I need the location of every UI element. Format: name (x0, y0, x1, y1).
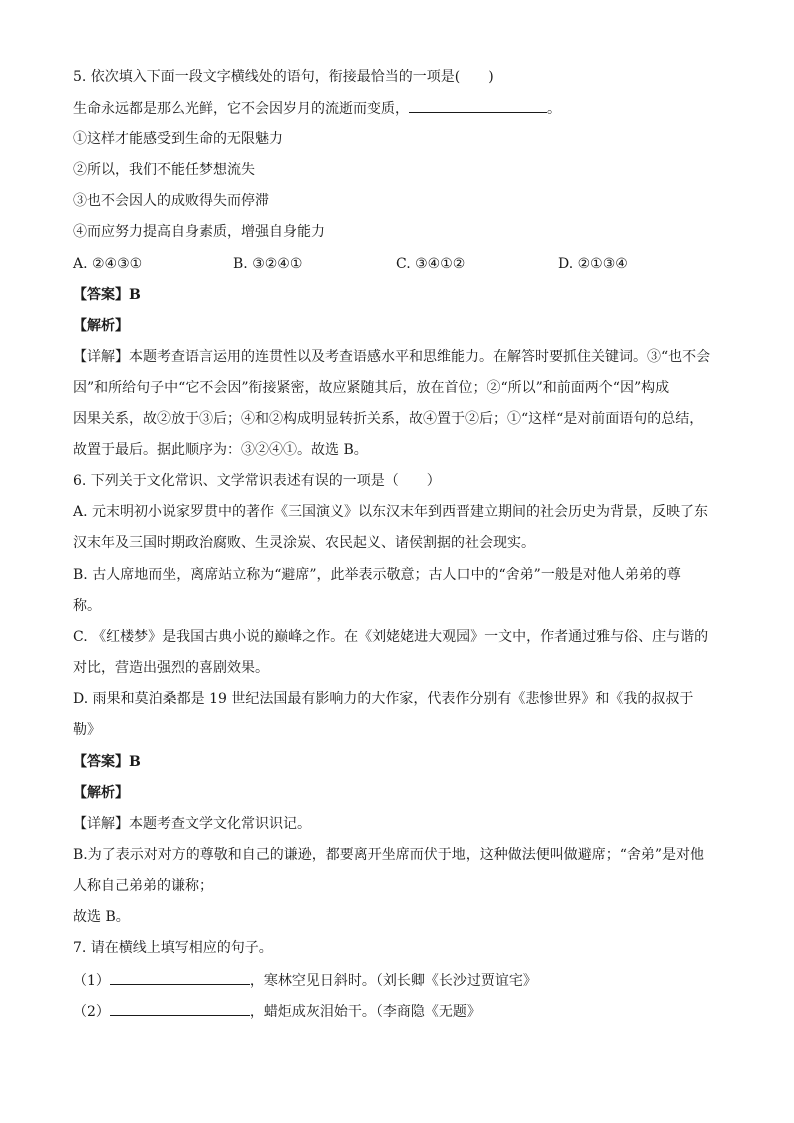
q6-analysis-label: 【解析】 (73, 785, 129, 801)
q6-stem: 6. 下列关于文化常识、文学常识表述有误的一项是（ ） (73, 473, 441, 489)
q7-stem: 7. 请在横线上填写相应的句子。 (73, 940, 273, 956)
q6-detail-line: 故选 B。 (73, 909, 130, 925)
q7-item-text: ，蜡炬成灰泪始干。（李商隐《无题》 (249, 1004, 481, 1020)
q7-item-2 (73, 1001, 481, 1022)
q5-item-1: ①这样才能感受到生命的无限魅力 (73, 131, 283, 147)
q6-option-d-cont[interactable]: 勒》 (73, 722, 101, 738)
q5-item-2: ②所以，我们不能任梦想流失 (73, 162, 255, 178)
q6-detail-line: 人称自己弟弟的谦称； (73, 878, 213, 894)
q5-answer-blank[interactable] (409, 98, 547, 113)
q5-item-4: ④而应努力提高自身素质，增强自身能力 (73, 224, 325, 240)
q5-passage-text: 生命永远都是那么光鲜，它不会因岁月的流逝而变质， (73, 101, 409, 117)
q5-option-b[interactable]: B. ③②④① (233, 256, 303, 272)
q6-detail-line: B.为了表示对对方的尊敬和自己的谦逊，都要离开坐席而伏于地，这种做法便叫做避席；“舍弟”是对他 (73, 847, 705, 863)
q5-detail-line: 故置于最后。据此顺序为：③②④①。故选 B。 (73, 442, 368, 458)
q5-analysis-label: 【解析】 (73, 318, 129, 334)
q5-detail-line: 因”和所给句子中“它不会因”衔接紧密，故应紧随其后，放在首位；②“所以”和前面两个“因”构成 (73, 380, 670, 396)
q5-option-d[interactable]: D. ②①③④ (558, 256, 628, 272)
q7-item-number: （2） (73, 1004, 110, 1020)
q5-detail-line: 【详解】本题考查语言运用的连贯性以及考查语感水平和思维能力。在解答时要抓住关键词。③“也不会 (73, 349, 711, 365)
q6-detail-line: 【详解】本题考查文学文化常识识记。 (73, 816, 311, 832)
q7-item-1 (73, 970, 537, 991)
q5-option-a[interactable]: A. ②④③① (73, 256, 143, 272)
q6-option-a[interactable]: A. 元末明初小说家罗贯中的著作《三国演义》以东汉末年到西晋建立期间的社会历史为背景，反映了东 (73, 504, 709, 520)
q5-detail-line: 因果关系，故②放于③后；④和②构成明显转折关系，故④置于②后；①“这样“是对前面语句的总结， (73, 411, 704, 427)
q6-answer: 【答案】B (73, 754, 141, 770)
q7-item-text: ，寒林空见日斜时。（刘长卿《长沙过贾谊宅》 (249, 973, 537, 989)
q6-option-c[interactable]: C. 《红楼梦》是我国古典小说的巅峰之作。在《刘姥姥进大观园》一文中，作者通过雅与俗、庄与谐的 (73, 629, 709, 645)
q5-stem: 5. 依次填入下面一段文字横线处的语句，衔接最恰当的一项是( ) (73, 69, 494, 85)
q6-option-c-cont[interactable]: 对比，营造出强烈的喜剧效果。 (73, 660, 269, 676)
q7-item-number: （1） (73, 973, 110, 989)
q7-answer-blank[interactable] (110, 1001, 250, 1016)
q5-passage-end: 。 (547, 101, 561, 117)
q5-answer: 【答案】B (73, 287, 141, 303)
q7-answer-blank[interactable] (110, 970, 250, 985)
q5-item-3: ③也不会因人的成败得失而停滞 (73, 193, 269, 209)
q6-option-a-cont[interactable]: 汉末年及三国时期政治腐败、生灵涂炭、农民起义、诸侯割据的社会现实。 (73, 535, 535, 551)
q5-passage (73, 98, 561, 119)
q6-option-b-cont[interactable]: 称。 (73, 598, 101, 614)
q6-option-b[interactable]: B. 古人席地而坐，离席站立称为“避席”，此举表示敬意；古人口中的“舍弟”一般是对他人弟弟的尊 (73, 567, 681, 583)
q6-option-d[interactable]: D. 雨果和莫泊桑都是 19 世纪法国最有影响力的大作家，代表作分别有《悲惨世界》和《我的叔叔于 (73, 691, 694, 707)
q5-option-c[interactable]: C. ③④①② (396, 256, 466, 272)
